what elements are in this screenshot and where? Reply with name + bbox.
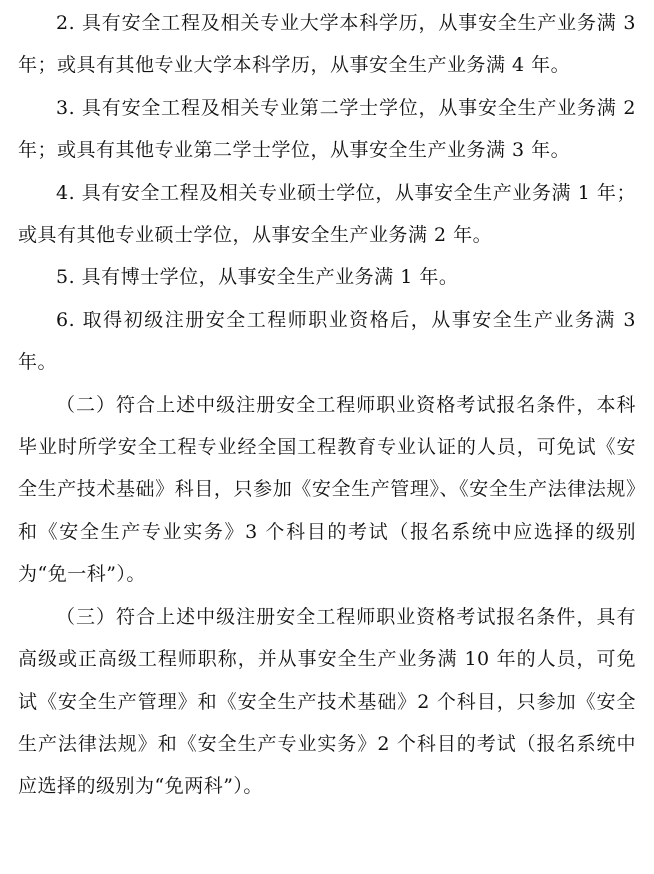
- item-6-paragraph: 6. 取得初级注册安全工程师职业资格后，从事安全生产业务满 3 年。: [18, 308, 636, 374]
- document-page: [18, 2, 636, 808]
- section-three-paragraph: （三）符合上述中级注册安全工程师职业资格考试报名条件，具有高级或正高级工程师职称，并从事安全生产业务满 10 年的人员，可免试《安全生产管理》和《安全生产技术基础》2 个科目，只参加《安全生产法律法规》和《安全生产专业实务》2 个科目的考试（报名系统中应选择的级别为“免两科”）。: [18, 605, 636, 798]
- item-4-paragraph: 4. 具有安全工程及相关专业硕士学位，从事安全生产业务满 1 年；或具有其他专业硕士学位，从事安全生产业务满 2 年。: [18, 181, 636, 247]
- item-2-paragraph: 2. 具有安全工程及相关专业大学本科学历，从事安全生产业务满 3 年；或具有其他专业大学本科学历，从事安全生产业务满 4 年。: [18, 12, 636, 77]
- item-5-paragraph: 5. 具有博士学位，从事安全生产业务满 1 年。: [56, 266, 459, 289]
- section-two-paragraph: （二）符合上述中级注册安全工程师职业资格考试报名条件，本科毕业时所学安全工程专业经全国工程教育专业认证的人员，可免试《安全生产技术基础》科目，只参加《安全生产管理》、《安全生产法律法规》和《安全生产专业实务》3 个科目的考试（报名系统中应选择的级别为“免一科”）。: [18, 393, 636, 586]
- item-3-paragraph: 3. 具有安全工程及相关专业第二学士学位，从事安全生产业务满 2 年；或具有其他专业第二学士学位，从事安全生产业务满 3 年。: [18, 96, 636, 162]
